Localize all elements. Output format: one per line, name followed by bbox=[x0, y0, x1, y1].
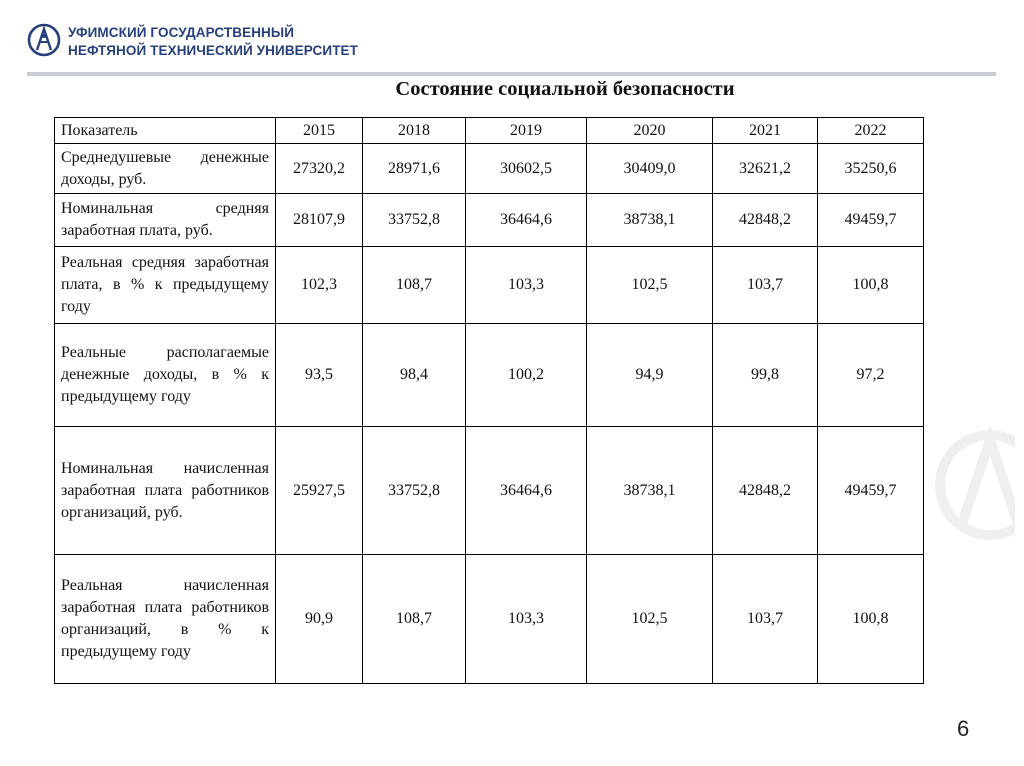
table-cell: 100,8 bbox=[818, 247, 924, 324]
table-cell: 103,7 bbox=[713, 247, 818, 324]
university-name-line1: УФИМСКИЙ ГОСУДАРСТВЕННЫЙ bbox=[68, 25, 295, 40]
table-cell: 98,4 bbox=[363, 324, 466, 427]
table-cell: 49459,7 bbox=[818, 427, 924, 555]
year-header: 2022 bbox=[818, 118, 924, 144]
table-cell: 108,7 bbox=[363, 247, 466, 324]
table-row bbox=[55, 427, 924, 555]
table-cell: 33752,8 bbox=[363, 427, 466, 555]
table-row bbox=[55, 144, 924, 194]
table-row bbox=[55, 194, 924, 247]
table-cell: 27320,2 bbox=[276, 144, 363, 194]
row-label: Реальная начисленная заработная плата работников организаций, в % к предыдущему году bbox=[55, 555, 276, 684]
table-cell: 49459,7 bbox=[818, 194, 924, 247]
table-cell: 102,5 bbox=[587, 247, 713, 324]
table-cell: 94,9 bbox=[587, 324, 713, 427]
social-security-table bbox=[54, 117, 924, 684]
table-cell: 103,3 bbox=[466, 555, 587, 684]
table-cell: 25927,5 bbox=[276, 427, 363, 555]
table-cell: 30602,5 bbox=[466, 144, 587, 194]
table-cell: 36464,6 bbox=[466, 194, 587, 247]
table-cell: 100,2 bbox=[466, 324, 587, 427]
page-number: 6 bbox=[957, 716, 970, 741]
table-cell: 28107,9 bbox=[276, 194, 363, 247]
table-header-row bbox=[55, 118, 924, 144]
year-header: 2019 bbox=[466, 118, 587, 144]
row-label: Реальные располагаемые денежные доходы, в % к предыдущему году bbox=[55, 324, 276, 427]
year-header: 2021 bbox=[713, 118, 818, 144]
year-header: 2018 bbox=[363, 118, 466, 144]
table-cell: 103,7 bbox=[713, 555, 818, 684]
table-cell: 42848,2 bbox=[713, 427, 818, 555]
table-cell: 90,9 bbox=[276, 555, 363, 684]
header-label: Показатель bbox=[55, 118, 276, 144]
table-cell: 102,5 bbox=[587, 555, 713, 684]
row-label: Номинальная начисленная заработная плата работников организаций, руб. bbox=[55, 427, 276, 555]
university-logo-icon bbox=[27, 23, 61, 57]
table-cell: 30409,0 bbox=[587, 144, 713, 194]
slide-title: Состояние социальной безопасности bbox=[395, 78, 735, 100]
table-cell: 35250,6 bbox=[818, 144, 924, 194]
watermark-logo-icon bbox=[935, 420, 1015, 550]
table-cell: 108,7 bbox=[363, 555, 466, 684]
table-cell: 42848,2 bbox=[713, 194, 818, 247]
table-cell: 93,5 bbox=[276, 324, 363, 427]
table-row bbox=[55, 555, 924, 684]
table-cell: 28971,6 bbox=[363, 144, 466, 194]
table-cell: 103,3 bbox=[466, 247, 587, 324]
table-row bbox=[55, 324, 924, 427]
table-cell: 99,8 bbox=[713, 324, 818, 427]
row-label: Реальная средняя заработная плата, в % к предыдущему году bbox=[55, 247, 276, 324]
table-cell: 33752,8 bbox=[363, 194, 466, 247]
university-name-line2: НЕФТЯНОЙ ТЕХНИЧЕСКИЙ УНИВЕРСИТЕТ bbox=[68, 43, 359, 58]
table-cell: 32621,2 bbox=[713, 144, 818, 194]
table-cell: 100,8 bbox=[818, 555, 924, 684]
table-cell: 38738,1 bbox=[587, 427, 713, 555]
header-divider bbox=[27, 72, 996, 76]
table-row bbox=[55, 247, 924, 324]
row-label: Среднедушевые денежные доходы, руб. bbox=[55, 144, 276, 194]
table-cell: 38738,1 bbox=[587, 194, 713, 247]
table-cell: 97,2 bbox=[818, 324, 924, 427]
table-cell: 102,3 bbox=[276, 247, 363, 324]
university-name bbox=[68, 24, 358, 60]
row-label: Номинальная средняя заработная плата, руб. bbox=[55, 194, 276, 247]
table-cell: 36464,6 bbox=[466, 427, 587, 555]
year-header: 2015 bbox=[276, 118, 363, 144]
year-header: 2020 bbox=[587, 118, 713, 144]
